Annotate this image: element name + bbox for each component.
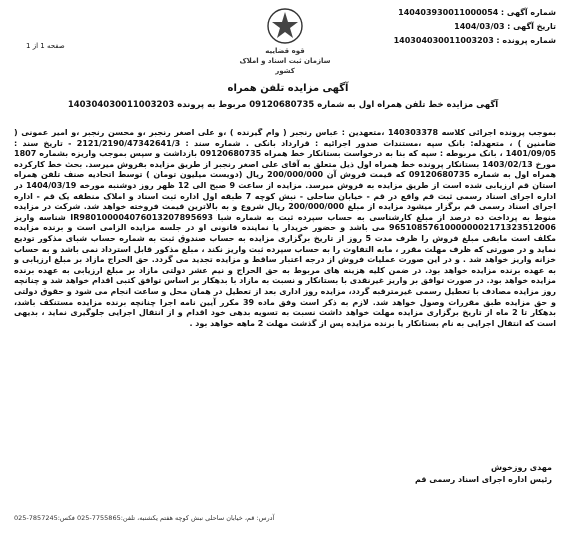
footer-address: آدرس: قم، خیابان ساحلی نبش کوچه هفتم یکشنبه، تلفن:7755865-025 فکس:7857245-025 [14, 514, 275, 522]
body-paragraph: بموجب پرونده اجرائی کلاسه 140303378 ،متعهدین : عباس رنجبر ( وام گیرنده ) ،و علی اصغر رنجبر ،و محسن رنجبر ،و امیر عمونی ( ضامنین ) ، متعهدله: بانک سپه ،مستندات صدور اجرائیه : قرارداد بانکی . شماره سند : 2121/2190/47342641/3 - تاریخ سند : 1401/09/05 ، بانک مربوطه : سپه که بنا به درخواست بستانکار خط همراه 09120680735 بازداشت و سپس بموجب واریزه بشماره 1807 مورخ 1403/02/13 بستانکار پرونده خط همراه اول ذیل متعلق به آقای علی اصغر رنجبر از طریق مزایده بفروش میرسد. بحث خط کارکرده همراه اول به شماره 09120680735 که قیمت فروش آن 200/000/000 ریال (دویست میلیون تومان ) توسط اتحادیه صنف تلفن همراه استان قم ارزیابی شده است از طریق مزایده به فروش میرسد. مزایده از ساعت 9 صبح الی 12 ظهر روز دوشنبه مورخه 1404/03/19 در اداره اجرای اسناد رسمی ثبت قم واقع در قم - خیابان ساحلی - نبش کوچه 7 طبقه اول اداره ثبت اسناد و املاک منطقه یک قم - اداره اجرای اسناد رسمی قم برگزار میشود مزایده از مبلغ 200/000/000 ریال شروع و به بالاترین قیمت فروخته خواهد شد. شرکت در مزایده منوط به پرداخت ده درصد از مبلغ کارشناسی به حساب سپرده ثبت به شماره شبا IR980100004076013207895693 شناسه واریز 965108576100000002171323512006 می باشد و حضور خریدار یا نماینده قانونی او در جلسه مزایده الزامی است و برنده مزایده مکلف است مابقی مبلغ فروش را ظرف مدت 5 روز از تاریخ برگزاری مزایده به حساب صندوق ثبت به شماره حساب شبای مذکور تودیع نماید و در صورتی که ظرف مهلت مقرر ، مابه التفاوت را به حساب سپرده ثبت واریز نکند ، مبلغ مذکور قابل استرداد نمی باشد و به حساب خزانه واریز خواهد شد . و در این صورت عملیات فروش از درجه اعتبار ساقط و مزایده تجدید می گردد. حق الحراج مازاد بر مبلغ ارزیابی و به عهده برنده مزایده خواهد بود. در ضمن کلیه هزینه های مربوط به حق الحراج و نیم عشر دولتی مازاد بر مبلغ ارزیابی به عهده برنده مزایده خواهد بود. در صورت توافق بر واریز غیرنقدی با بستانکار و نسبت به مازاد با بدهکار بر اساس توافق کتبی اقدام خواهد شد و چنانچه روز مزایده مصادف با تعطیل رسمی غیرمترقبه گردد، مزایده روز اداری بعد از تعطیل در همان محل و ساعت انجام می شود و حقوق دولتی و حق مزایده طبق مقررات وصول خواهد شد. لازم به ذکر است وفق ماده 39 مکرر آیین نامه اجرا چنانچه برنده مزایده مستنکف باشد، بدهکار تا 2 ماه از تاریخ برگزاری مزایده مهلت خواهد داشت نسبت به تسویه بدهی خود اقدام و از انتقال اجرایی جلوگیری نماید ، بدیهی است که انتقال اجرایی به نام بستانکار یا برنده مزایده پس از گذشت مهلت 2 ماهه خواهد بود . [14, 128, 556, 328]
auction-body [14, 128, 556, 448]
ad-date-row [386, 20, 556, 34]
ad-number-label: شماره آگهی : [500, 8, 556, 17]
case-number: 140304030011003203 [393, 36, 494, 45]
page-count: صفحه 1 از 1 [26, 42, 65, 50]
judiciary-emblem [230, 6, 340, 76]
signer-name: مهدی روزخوش [491, 463, 552, 472]
ad-number-row [386, 6, 556, 20]
ad-number: 140403930011000054 [398, 8, 499, 17]
signer-role: رئیس اداره اجرای اسناد رسمی قم [414, 475, 552, 484]
case-number-row [386, 34, 556, 48]
case-number-label: شماره پرونده : [496, 36, 556, 45]
emblem-line-2: سازمان ثبت اسناد و املاک کشور [239, 57, 331, 75]
emblem-icon [265, 6, 305, 46]
subtitle: آگهی مزایده خط تلفن همراه اول به شماره 09120680735 مربوط به پرونده 140304030011003203 [67, 100, 499, 110]
ad-date-label: تاریخ آگهی : [507, 22, 556, 31]
emblem-line-1: قوه قضاییه [265, 47, 305, 55]
ad-metadata [386, 6, 556, 48]
ad-date: 1404/03/03 [454, 22, 505, 31]
signature-block [415, 462, 552, 486]
page-title: آگهی مزایده تلفن همراه [227, 83, 349, 94]
